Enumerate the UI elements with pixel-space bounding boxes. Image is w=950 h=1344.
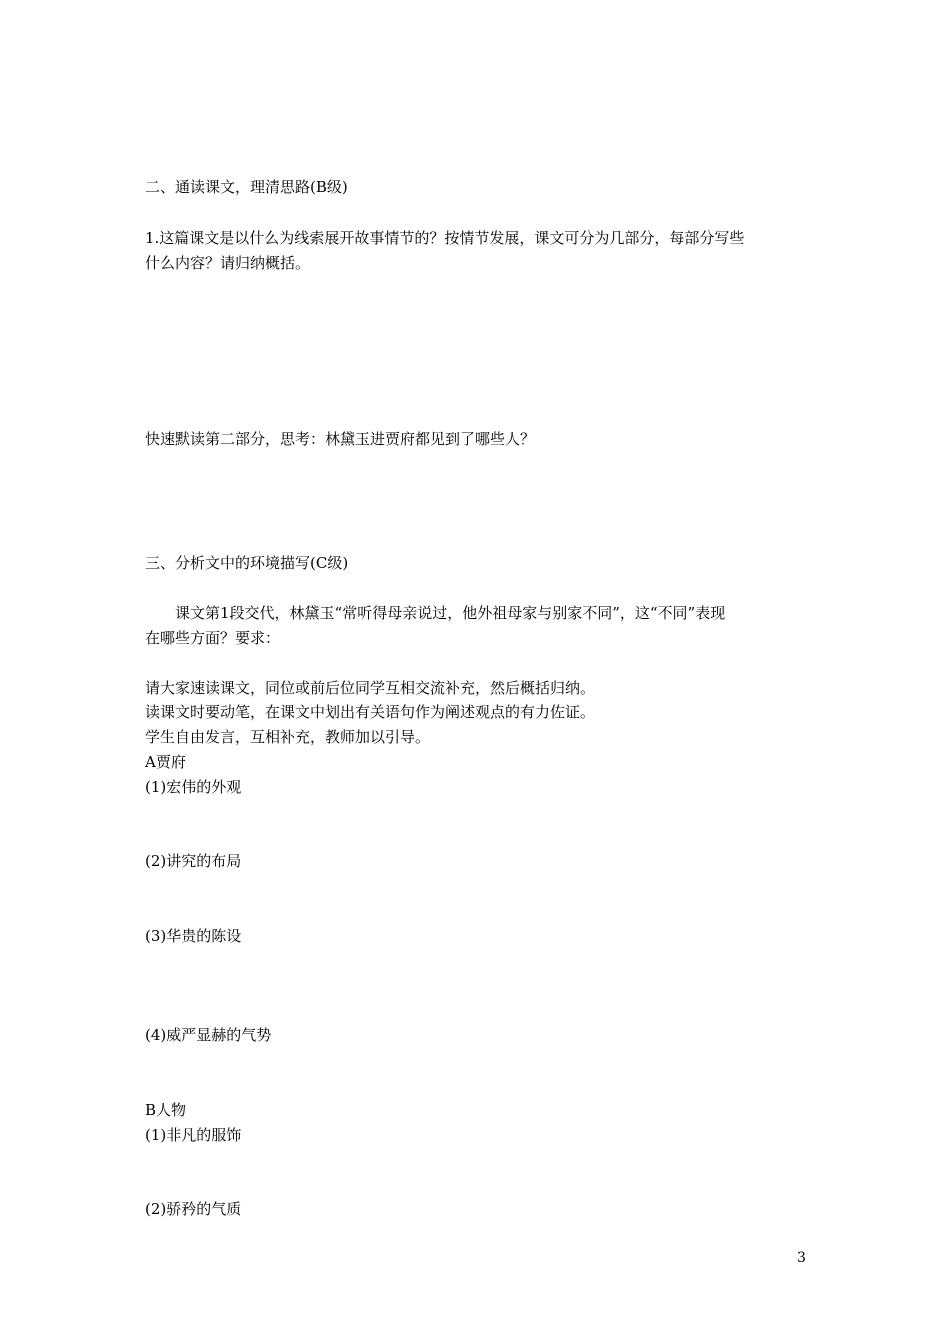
- part-a-item-3: (3)华贵的陈设: [145, 927, 242, 945]
- question2: 快速默读第二部分，思考：林黛玉进贾府都见到了哪些人？: [145, 430, 536, 448]
- requirement-3: 学生自由发言，互相补充，教师加以引导。: [145, 728, 431, 746]
- part-b-title: B人物: [145, 1101, 187, 1119]
- requirement-2: 读课文时要动笔，在课文中划出有关语句作为阐述观点的有力佐证。: [145, 703, 596, 721]
- part-a-item-1: (1)宏伟的外观: [145, 778, 242, 796]
- part-b-item-2: (2)骄矜的气质: [145, 1200, 242, 1218]
- section3-heading: 三、分析文中的环境描写(C级): [145, 554, 349, 572]
- part-a-item-2: (2)讲究的布局: [145, 852, 242, 870]
- part-a-item-4: (4)威严显赫的气势: [145, 1026, 272, 1044]
- part-b-item-1: (1)非凡的服饰: [145, 1126, 242, 1144]
- page-number: 3: [797, 1250, 806, 1266]
- section2-heading: 二、通读课文，理清思路(B级): [145, 178, 348, 196]
- intro-line2: 在哪些方面？要求：: [145, 629, 281, 647]
- intro-line1: 课文第1段交代，林黛玉“常听得母亲说过，他外祖母家与别家不同”，这“不同”表现: [175, 604, 726, 622]
- question1-line2: 什么内容？请归纳概括。: [145, 254, 311, 272]
- question1-line1: 1.这篇课文是以什么为线索展开故事情节的？按情节发展，课文可分为几部分，每部分写些: [145, 229, 745, 247]
- part-a-title: A贾府: [145, 753, 186, 771]
- requirement-1: 请大家速读课文，同位或前后位同学互相交流补充，然后概括归纳。: [145, 679, 596, 697]
